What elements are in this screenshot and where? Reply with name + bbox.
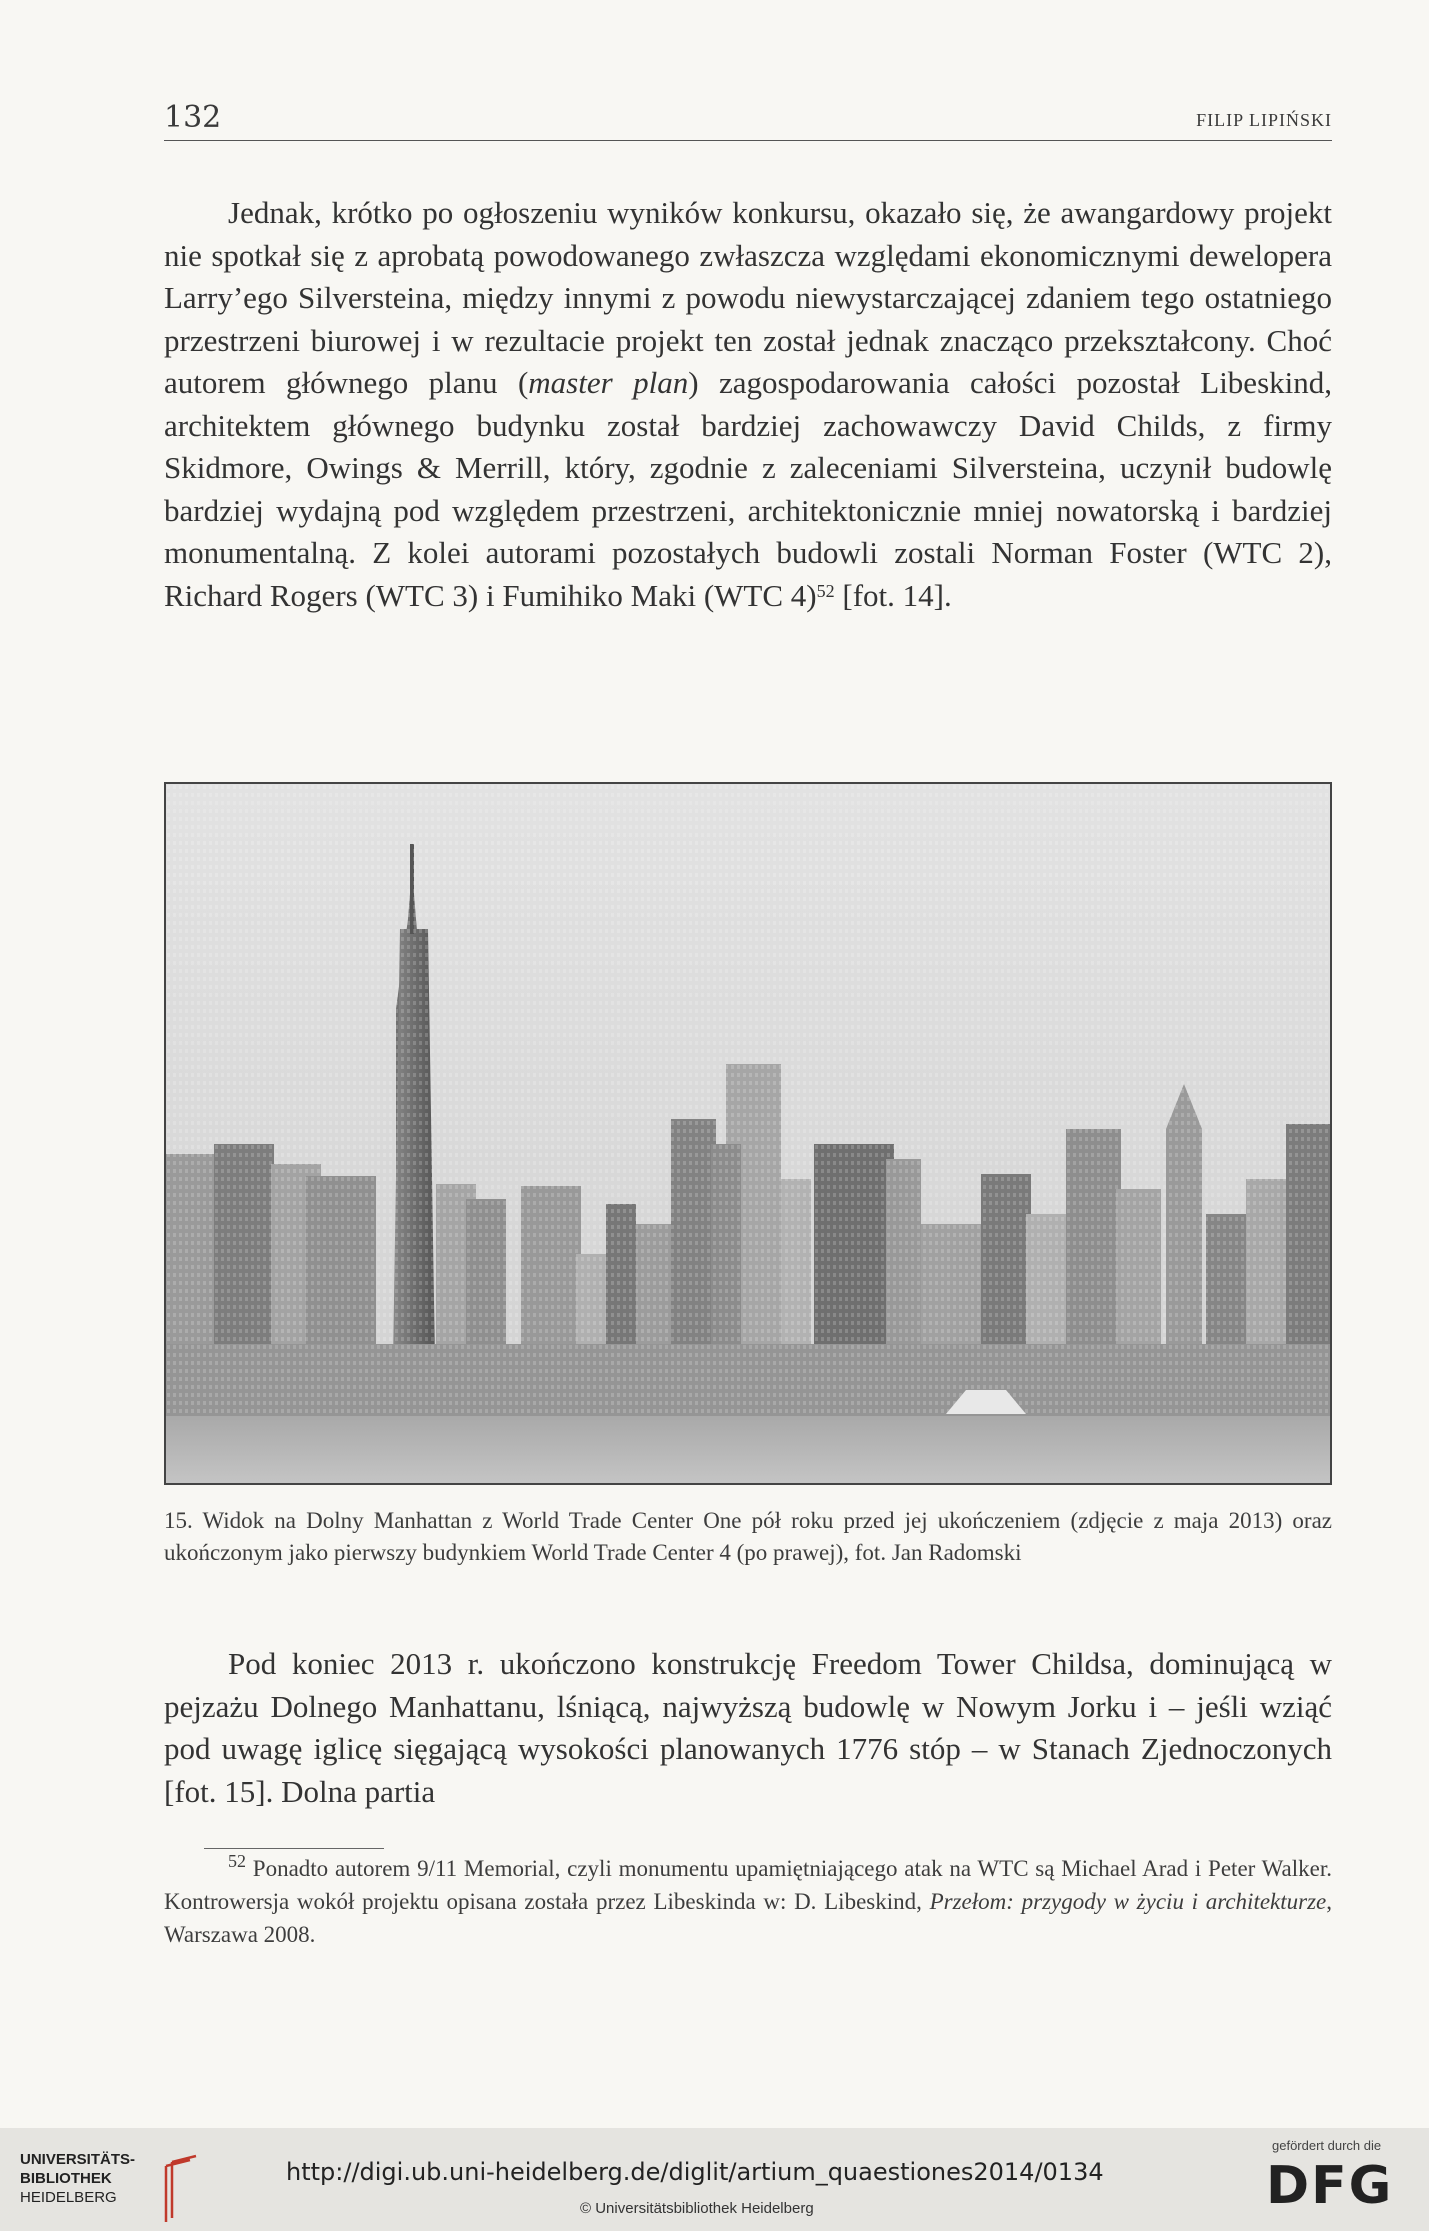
figure-photo <box>164 782 1332 1485</box>
funder-caption: gefördert durch die <box>1272 2138 1382 2153</box>
footer-bar <box>0 2128 1429 2231</box>
skyline <box>166 784 1330 1424</box>
page-number: 132 <box>164 100 222 135</box>
body-paragraph-2 <box>164 1643 1332 1813</box>
footnote-divider <box>204 1848 384 1849</box>
paragraph-1-text-2: ) zagospodarowania całości pozostał Libeskind, architektem głównego budynku został bardziej zachowawczy David Childs, z firmy Skidmore, Owings & Merrill, który, zgodnie z zaleceniami Silversteina, uczynił budowlę bardziej wydajną pod względem przestrzeni, architektonicznie mniej nowatorską i bardziej monumentalną. Z kolei autorami pozostałych budowli zostali Norman Foster (WTC 2), Richard Rogers (WTC 3) i Fumihiko Maki (WTC 4) <box>164 365 1332 613</box>
running-head: FILIP LIPIŃSKI <box>1196 110 1332 130</box>
figure-caption: 15. Widok na Dolny Manhattan z World Trade Center One pół roku przed jej ukończeniem (zdjęcie z maja 2013) oraz ukończonym jako pierwszy budynkiem World Trade Center 4 (po prawej), fot. Jan Radomski <box>164 1508 1332 1565</box>
footnote-reference[interactable]: 52 <box>816 580 835 601</box>
library-name-line-2: BIBLIOTHEK <box>20 2170 112 2187</box>
footnote-text: Ponadto autorem 9/11 Memorial, czyli monumentu upamiętniającego atak na WTC są Michael Arad i Peter Walker. Kontrowersja wokół projektu opisana została przez Libeskinda w: D. Libeskind, <box>164 1856 1332 1914</box>
library-mark-icon <box>160 2154 200 2224</box>
page-header <box>164 96 1332 141</box>
dfg-logo[interactable]: DFG <box>1266 2156 1394 2216</box>
body-paragraph-1 <box>164 192 1332 617</box>
library-name-line-1: UNIVERSITÄTS- <box>20 2151 136 2168</box>
paragraph-1-italic: master plan <box>528 365 689 400</box>
permalink-url[interactable]: http://digi.ub.uni-heidelberg.de/diglit/artium_quaestiones2014/0134 <box>286 2158 1104 2186</box>
copyright-notice: © Universitätsbibliothek Heidelberg <box>580 2200 814 2217</box>
library-logo[interactable] <box>20 2150 200 2220</box>
paragraph-1-text-3: [fot. 14]. <box>834 577 952 613</box>
footnote-52 <box>164 1852 1332 1951</box>
footnote-text-2: , Warszawa 2008. <box>164 1889 1332 1947</box>
library-name-line-3: HEIDELBERG <box>20 2189 117 2206</box>
footnote-number: 52 <box>228 1851 246 1871</box>
paragraph-2-text: Pod koniec 2013 r. ukończono konstrukcję Freedom Tower Childsa, dominującą w pejzażu Dolnego Manhattanu, lśniącą, najwyższą budowlę w Nowym Jorku i – jeśli wziąć pod uwagę iglicę sięgającą wysokości planowanych 1776 stóp – w Stanach Zjednoczonych [fot. 15]. Dolna partia <box>164 1646 1332 1809</box>
manhattan-skyline-photo <box>166 784 1330 1483</box>
paragraph-1-text: Jednak, krótko po ogłoszeniu wyników konkursu, okazało się, że awangardowy projekt nie spotkał się z aprobatą powodowanego zwłaszcza względami ekonomicznymi dewelopera Larry’ego Silversteina, między innymi z powodu niewystarczającej zdaniem tego ostatniego przestrzeni biurowej i w rezultacie projekt ten został jednak znacząco przekształcony. Choć autorem głównego planu ( <box>164 195 1332 400</box>
footnote-italic: Przełom: przygody w życiu i architekturze <box>929 1889 1327 1914</box>
